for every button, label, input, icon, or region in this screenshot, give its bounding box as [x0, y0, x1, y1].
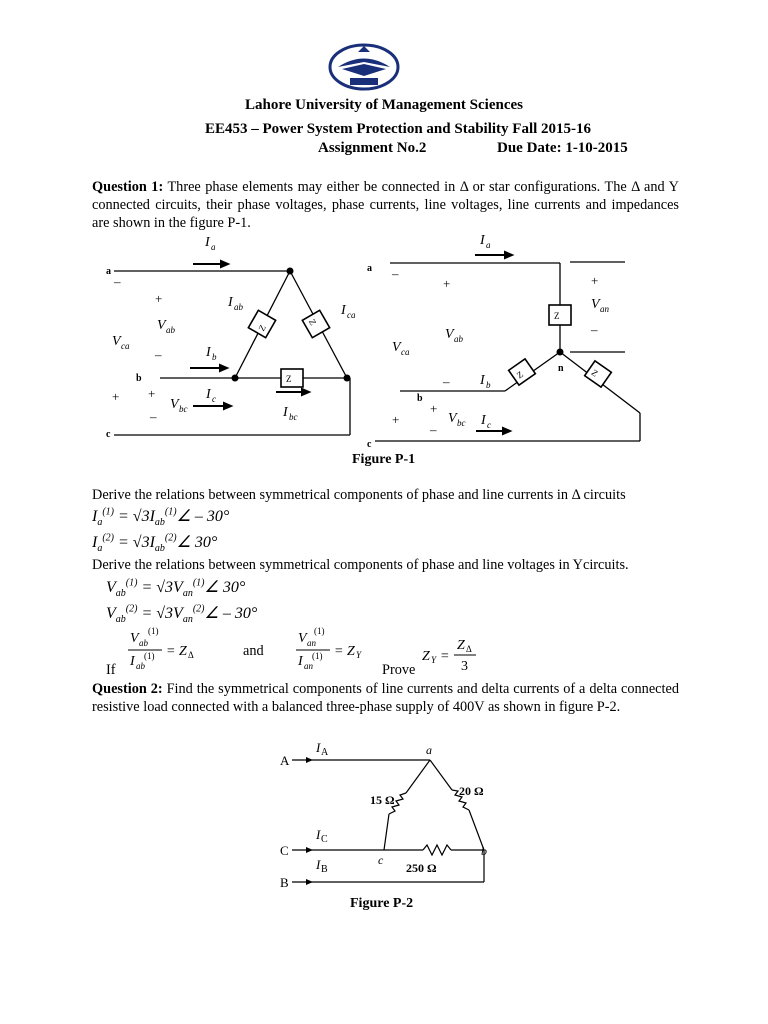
svg-text:c: c [487, 420, 491, 430]
question-2-text [92, 680, 679, 716]
svg-text:V: V [591, 297, 600, 312]
svg-text:A: A [280, 753, 290, 768]
svg-text:+: + [430, 401, 438, 416]
svg-text:c: c [378, 853, 384, 867]
svg-text:Z: Z [286, 374, 292, 384]
svg-text:(1): (1) [144, 651, 155, 661]
svg-text:I: I [205, 235, 210, 250]
question-1-body: Three phase elements may either be connected in Δ or star configurations. The Δ and Y connected circuits, their phase voltages, phase currents, line voltages, line currents and impedances are shown in the figure P-1. [92, 179, 679, 231]
svg-text:B: B [280, 875, 289, 888]
svg-text:Z: Z [256, 322, 268, 333]
svg-text:B: B [321, 864, 328, 875]
svg-text:ab: ab [139, 638, 148, 648]
svg-text:Z: Z [306, 317, 319, 328]
figure-p1 [100, 228, 660, 453]
svg-text:ab: ab [234, 302, 243, 312]
svg-text:b: b [417, 393, 423, 404]
svg-text:= Z: = Z [334, 644, 355, 659]
question-1-label: Question 1: [92, 179, 164, 195]
resistor-ca-label: 15 Ω [370, 793, 395, 807]
svg-text:V: V [445, 327, 454, 342]
equation-impedance-row [100, 622, 500, 678]
svg-text:=: = [440, 649, 450, 664]
svg-text:c: c [367, 439, 372, 450]
svg-text:Δ: Δ [188, 650, 194, 660]
svg-text:I: I [298, 654, 303, 669]
svg-text:I: I [316, 827, 321, 842]
svg-text:a: a [367, 263, 372, 274]
svg-text:A: A [321, 747, 329, 758]
equation-ia2: $I_a^{(2)}$ = $√3I_{ab}^{(2)}\angle$ 30° [92, 532, 218, 555]
question-1-text [92, 178, 679, 232]
svg-text:b: b [212, 352, 217, 362]
svg-text:+: + [591, 273, 599, 288]
svg-text:V: V [112, 334, 121, 349]
svg-text:I: I [316, 740, 321, 755]
due-date: Due Date: 1-10-2015 [497, 140, 628, 156]
derive-y-text: Derive the relations between symmetrical components of phase and line voltages in Ycircuits. [92, 557, 629, 573]
svg-text:(1): (1) [312, 651, 323, 661]
svg-text:V: V [298, 631, 307, 646]
resistor-bc-label: 250 Ω [406, 861, 437, 875]
equation-ia1: $I_a^{(1)}$ = $√3I_{ab}^{(1)}\angle - 30^\circ$ [92, 506, 230, 529]
svg-text:I: I [283, 405, 288, 420]
svg-text:I: I [206, 345, 211, 360]
svg-text:V: V [448, 411, 457, 426]
svg-text:an: an [304, 661, 313, 671]
equation-vab2: $V_{ab}^{(2)}$ = $√3V_{an}^{(2)}\angle - 30^\circ$ [106, 603, 258, 626]
svg-text:V: V [157, 318, 166, 333]
svg-text:a: a [426, 743, 432, 757]
svg-text:ca: ca [121, 341, 130, 351]
svg-text:(1): (1) [314, 626, 325, 636]
svg-text:I: I [130, 654, 135, 669]
svg-text:ab: ab [136, 661, 145, 671]
svg-text:I: I [480, 373, 485, 388]
svg-text:a: a [106, 266, 111, 277]
svg-text:(1): (1) [148, 626, 159, 636]
question-2-label: Question 2: [92, 681, 163, 697]
svg-text:–: – [430, 422, 437, 437]
svg-text:I: I [481, 413, 486, 428]
svg-text:I: I [341, 303, 346, 318]
university-name: Lahore University of Management Sciences [244, 97, 523, 113]
svg-text:3: 3 [461, 659, 468, 674]
derive-delta-text: Derive the relations between symmetrical components of phase and line currents in Δ circuits [92, 487, 626, 503]
svg-text:I: I [206, 387, 211, 402]
svg-text:b: b [136, 373, 142, 384]
svg-text:bc: bc [457, 418, 466, 428]
svg-text:Δ: Δ [466, 644, 472, 654]
resistor-ab-label: 20 Ω [459, 784, 484, 798]
svg-text:–: – [114, 274, 121, 289]
assignment-number: Assignment No.2 [318, 140, 427, 156]
figure-p2-caption: Figure P-2 [350, 896, 414, 911]
svg-text:a: a [486, 240, 491, 250]
svg-text:ca: ca [347, 310, 356, 320]
svg-text:Z: Z [589, 367, 600, 379]
svg-text:ca: ca [401, 347, 410, 357]
svg-text:+: + [155, 291, 163, 306]
svg-text:a: a [211, 242, 216, 252]
svg-text:ab: ab [166, 325, 175, 335]
svg-text:b: b [486, 380, 491, 390]
svg-text:C: C [280, 843, 289, 858]
svg-text:C: C [321, 834, 328, 845]
svg-text:Z: Z [554, 311, 560, 321]
svg-text:V: V [130, 631, 139, 646]
svg-text:I: I [228, 295, 233, 310]
svg-text:bc: bc [289, 412, 298, 422]
svg-text:–: – [150, 409, 157, 424]
svg-text:Z: Z [422, 649, 430, 664]
svg-text:+: + [443, 276, 451, 291]
svg-text:–: – [591, 322, 598, 337]
question-2-body: Find the symmetrical components of line currents and delta currents of a delta connected resistive load connected with a balanced three-phase supply of 400V as shown in figure P-2. [92, 681, 679, 715]
lums-logo [328, 42, 400, 92]
svg-text:Y: Y [356, 650, 362, 660]
figure-p1-caption: Figure P-1 [352, 452, 416, 467]
svg-text:Z: Z [457, 638, 465, 653]
svg-text:I: I [316, 857, 321, 872]
svg-text:–: – [443, 374, 450, 389]
prove-label: Prove [382, 662, 416, 678]
svg-text:–: – [155, 347, 162, 362]
svg-text:V: V [170, 397, 179, 412]
svg-text:+: + [112, 389, 120, 404]
and-label: and [243, 643, 264, 659]
svg-text:c: c [106, 429, 111, 440]
svg-text:I: I [480, 233, 485, 248]
svg-text:b: b [481, 844, 487, 858]
course-title: EE453 – Power System Protection and Stability Fall 2015-16 [204, 121, 592, 137]
svg-text:Y: Y [431, 655, 437, 665]
svg-text:= Z: = Z [166, 644, 187, 659]
svg-text:+: + [392, 412, 400, 427]
svg-text:an: an [600, 304, 609, 314]
svg-text:Z: Z [514, 369, 526, 381]
svg-text:an: an [307, 638, 316, 648]
svg-text:+: + [148, 386, 156, 401]
equation-vab1: $V_{ab}^{(1)}$ = $√3V_{an}^{(1)}\angle$ 30° [106, 577, 246, 600]
svg-text:n: n [558, 363, 564, 374]
svg-text:ab: ab [454, 334, 463, 344]
figure-p2 [278, 738, 500, 888]
if-label: If [106, 662, 116, 678]
svg-text:V: V [392, 340, 401, 355]
svg-text:–: – [392, 266, 399, 281]
svg-text:bc: bc [179, 404, 188, 414]
svg-text:c: c [212, 394, 216, 404]
